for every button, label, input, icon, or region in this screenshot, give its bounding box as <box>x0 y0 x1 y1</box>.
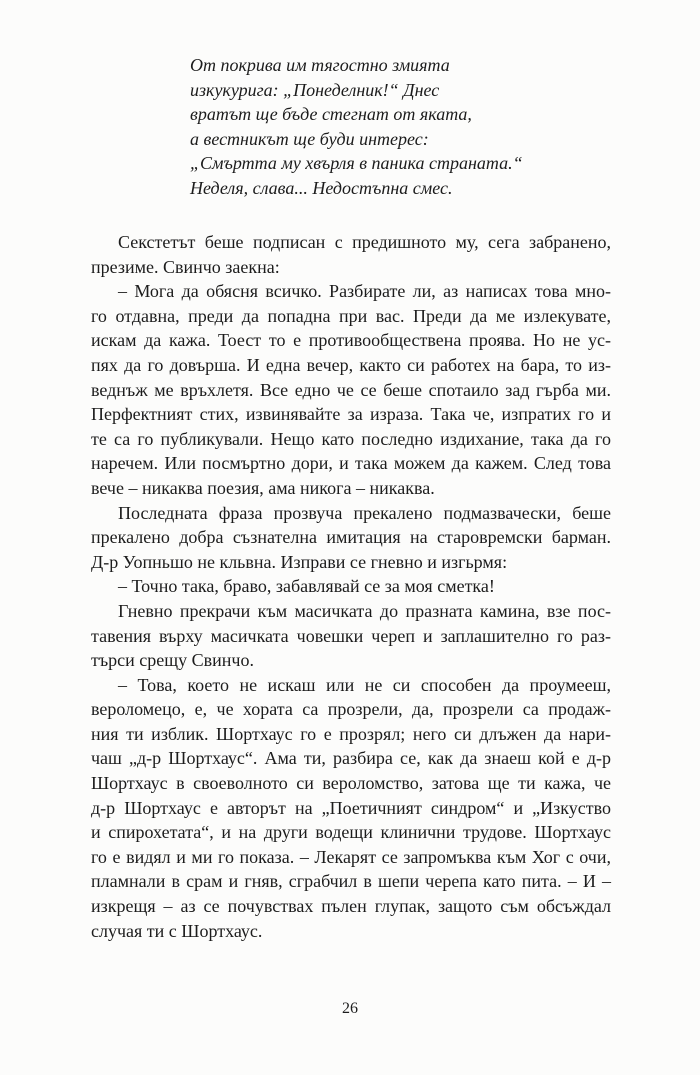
body-text <box>91 230 611 943</box>
text-line: ния ти изблик. Шортхаус го е прозрял; него си длъжен да нари- <box>91 723 611 744</box>
text-line: и спирохетата“, и на други водещи клинични трудове. Шортхаус <box>91 822 611 843</box>
text-line: Д-р Уопньшо не кльвна. Изправи се гневно и изгьрмя: <box>91 551 508 572</box>
text-line: Последната фраза прозвуча прекалено подмазвачески, беше <box>118 502 611 523</box>
text-line: наречем. Или посмъртно дори, и така можем да кажем. След това <box>91 453 611 474</box>
text-line: Перфектният стих, извинявайте за израза. Така че, изпратих го и <box>91 404 611 425</box>
page-number: 26 <box>342 1000 358 1017</box>
text-line: случая ти с Шортхаус. <box>91 920 263 941</box>
text-line: д-р Шортхаус е авторът на „Поетичният синдром“ и „Изкуство <box>91 797 611 818</box>
text-line: веднъж ме връхлетя. Все едно че се беше спотаило зад гърба ми. <box>91 379 611 400</box>
epigraph-poem <box>190 53 650 201</box>
text-line: Гневно прекрачи към масичката до празната камина, взе пос- <box>118 600 611 621</box>
text-line: изкрещя – аз се почувствах пълен глупак, защото съм обсъждал <box>91 896 611 917</box>
poem-line: вратът ще бъде стегнат от яката, <box>190 104 472 125</box>
text-line: Шортхаус в своеволното си вероломство, затова ще ти кажа, че <box>91 773 611 794</box>
poem-line: а вестникът ще буди интерес: <box>190 128 429 149</box>
text-line: презиме. Свинчо заекна: <box>91 256 280 277</box>
text-line: – Точно така, браво, забавлявай се за моя сметка! <box>118 576 495 597</box>
text-line: прекалено добра съзнателна имитация на старовремски барман. <box>91 527 611 548</box>
text-line: го е видял и ми го показа. – Лекарят се запромъква към Хог с очи, <box>91 846 611 867</box>
text-line: пях да го довърша. И една вечер, както си работех на бара, то из- <box>91 354 611 375</box>
poem-line: От покрива им тягостно змията <box>190 55 450 75</box>
text-line: – Мога да обясня всичко. Разбирате ли, аз написах това мно- <box>118 281 611 302</box>
text-line: го отдавна, преди да попадна при вас. Преди да ме излекувате, <box>91 305 611 326</box>
text-line: – Това, което не искаш или не си способен да проумееш, <box>118 674 611 695</box>
text-line: те са го публикували. Нещо като последно издихание, така да го <box>91 428 611 449</box>
text-line: искам да кажа. Тоест то е противообществена проява. Но не ус- <box>91 330 611 351</box>
text-line: пламнали в срам и гняв, сграбчил в шепи черепа като пита. – И – <box>91 871 611 892</box>
text-line: чаш „д-р Шортхаус“. Ама ти, разбира се, как да знаеш кой е д-р <box>91 748 611 769</box>
poem-line: „Смъртта му хвърля в паника страната.“ <box>190 153 523 174</box>
poem-line: Неделя, слава... Недостъпна смес. <box>190 177 453 198</box>
text-line: Секстетът беше подписан с предишното му, сега забранено, <box>118 232 611 252</box>
text-line: вече – никаква поезия, ама никога – никаква. <box>91 477 435 498</box>
poem-line: изкукурига: „Понеделник!“ Днес <box>190 79 440 100</box>
text-line: търси срещу Свинчо. <box>91 650 254 671</box>
text-line: тавения върху масичката човешки череп и заплашително го раз- <box>91 625 611 646</box>
text-line: вероломецо, е, че хората са прозрели, да, прозрели са продаж- <box>91 699 611 720</box>
